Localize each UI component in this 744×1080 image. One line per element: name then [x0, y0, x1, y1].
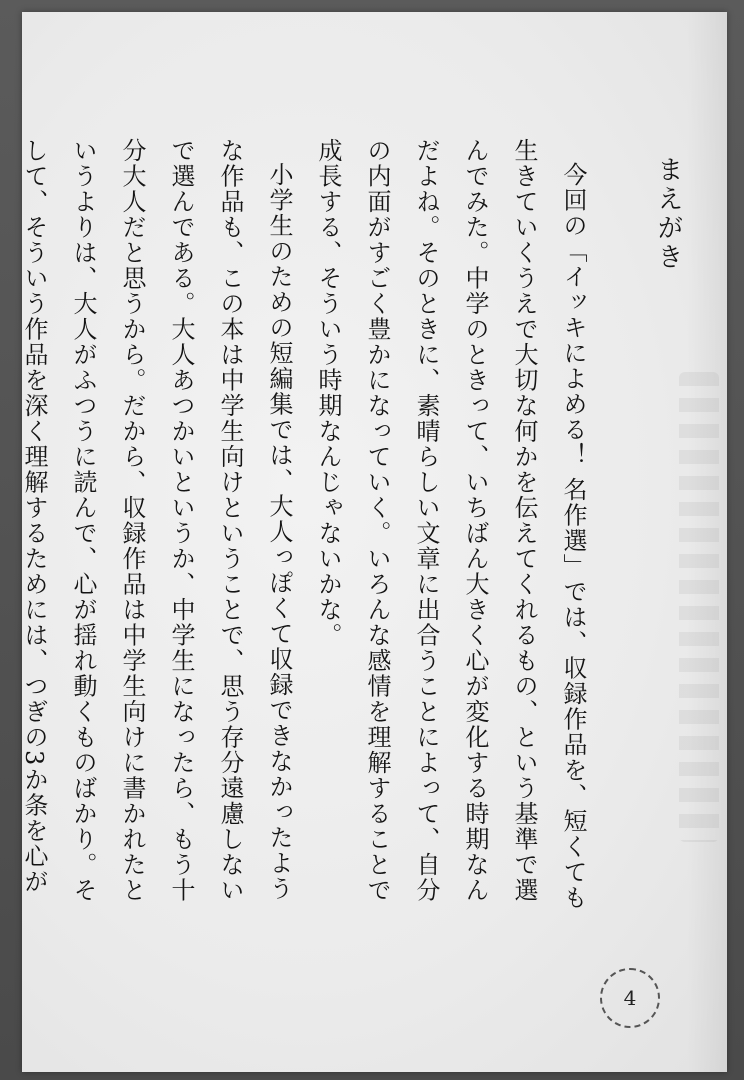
page-number: 4: [623, 986, 637, 1010]
page-number-badge: [600, 968, 660, 1028]
vertical-text-block: [0, 138, 692, 918]
paragraph-1: 今回の「イッキによめる！ 名作選」では、収録作品を、短くても生きていくうえで大切な何かを伝えてくれるもの、という基準で選んでみた。中学のときって、いちばん大きく心が変化する時期なんだよね。そのときに、素晴らしい文章に出合うことによって、自分の内面がすごく豊かになっていく。いろんな感情を理解することで成長する、そういう時期なんじゃないかな。: [314, 138, 587, 911]
heading-maegaki: まえがき: [653, 156, 683, 272]
paragraph-2: 小学生のための短編集では、大人っぽくて収録できなかったような作品も、この本は中学生向けということで、思う存分遠慮しないで選んである。大人あつかいというか、中学生になったら、もう十分大人だと思うから。だから、収録作品は中学生向けに書かれたというよりは、大人がふつうに読んで、心が揺れ動くものばかり。そして、そういう作品を深く理解するためには、つぎの3か条を心が: [20, 138, 293, 903]
